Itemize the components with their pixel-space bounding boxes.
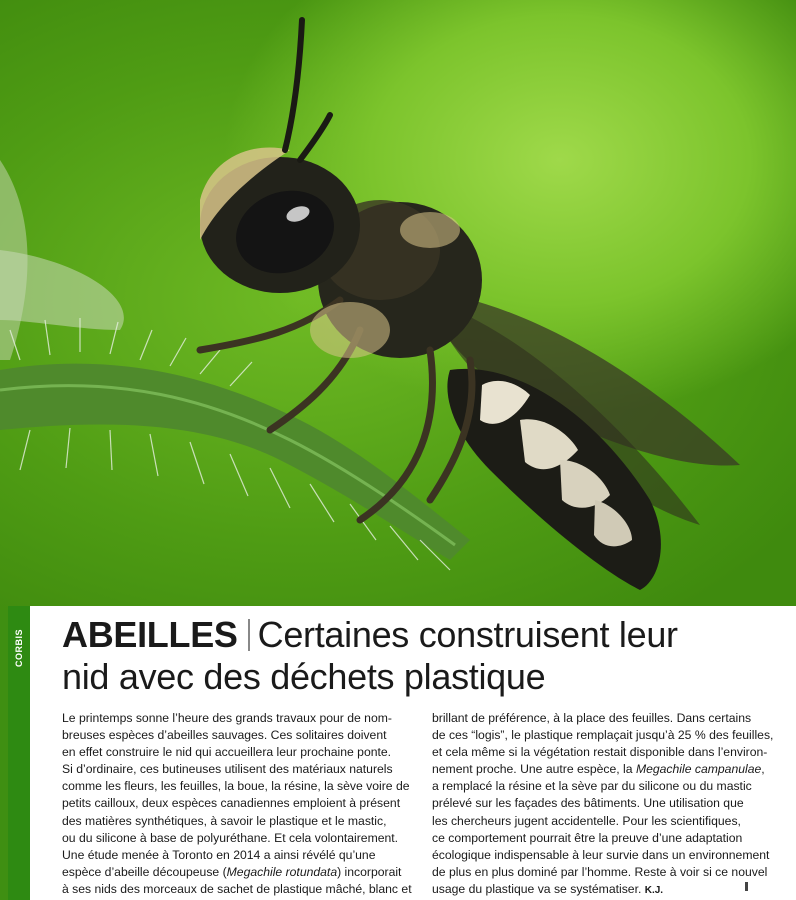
author-signature: K.J. — [644, 884, 664, 896]
headline-line1: Certaines construisent leur — [257, 614, 678, 655]
species-name: Megachile campanulae — [635, 762, 762, 777]
body-line: Une étude menée à Toronto en 2014 a ainsi révélé qu’une — [62, 847, 376, 862]
body-line: de plus en plus dominé par l’homme. Reste à voir si ce nouvel — [432, 864, 768, 879]
body-line: les chercheurs jugent accidentelle. Pour les scientifiques, — [432, 813, 741, 828]
body-line: de ces “logis”, le plastique remplaçait jusqu’à 25 % des feuilles, — [432, 728, 774, 743]
body-line: en effet construire le nid qui accueillera leur prochaine ponte. — [62, 745, 392, 760]
side-color-strip — [8, 606, 30, 900]
body-line-end: , — [761, 762, 765, 777]
headline — [62, 614, 782, 698]
body-line-start: nement proche. Une autre espèce, la — [432, 762, 636, 777]
body-line: écologique indispensable à leur survie dans un environnement — [432, 847, 770, 862]
body-line — [62, 864, 418, 881]
body-line: et cela même si la végétation restait disponible dans l’environ- — [432, 745, 768, 760]
body-line — [432, 761, 782, 778]
photo-credit: CORBIS — [14, 629, 24, 668]
bee-antennae — [285, 20, 330, 160]
body-line: comme les fleurs, les feuilles, la boue, la résine, la sève voire de — [62, 779, 410, 794]
body-line: prélevé sur les façades des bâtiments. Une utilisation que — [432, 796, 744, 811]
body-column-left — [62, 710, 418, 898]
body-line: breuses espèces d’abeilles sauvages. Ces solitaires doivent — [62, 728, 387, 743]
body-line: ou du silicone à base de polyuréthane. Et cela volontairement. — [62, 830, 399, 845]
body-line: des matières synthétiques, à savoir le plastique et le mastic, — [62, 813, 387, 828]
body-line: Le printemps sonne l’heure des grands travaux pour de nom- — [62, 711, 392, 725]
body-line: ce comportement pourrait être la preuve d’une adaptation — [432, 830, 743, 845]
body-column-right — [432, 710, 782, 899]
article-panel — [30, 606, 796, 900]
body-line: Si d’ordinaire, ces butineuses utilisent des matériaux naturels — [62, 762, 393, 777]
headline-line2: nid avec des déchets plastique — [62, 656, 546, 697]
body-line: a remplacé la résine et la sève par du silicone ou du mastic — [432, 779, 752, 794]
body-line: brillant de préférence, à la place des feuilles. Dans certains — [432, 711, 752, 725]
body-line: petits cailloux, deux espèces canadiennes emploient à présent — [62, 796, 401, 811]
body-line-end: ) incorporait — [337, 864, 402, 879]
body-line-start: usage du plastique va se systématiser. — [432, 881, 645, 896]
headline-separator — [248, 619, 250, 651]
body-line-start: espèce d’abeille découpeuse ( — [62, 864, 227, 879]
body-line: à ses nids des morceaux de sachet de plastique mâché, blanc et — [62, 881, 412, 896]
species-name: Megachile rotundata — [226, 864, 338, 879]
headline-kicker: ABEILLES — [62, 614, 238, 655]
body-line — [432, 881, 782, 899]
article-end-mark — [745, 882, 748, 891]
